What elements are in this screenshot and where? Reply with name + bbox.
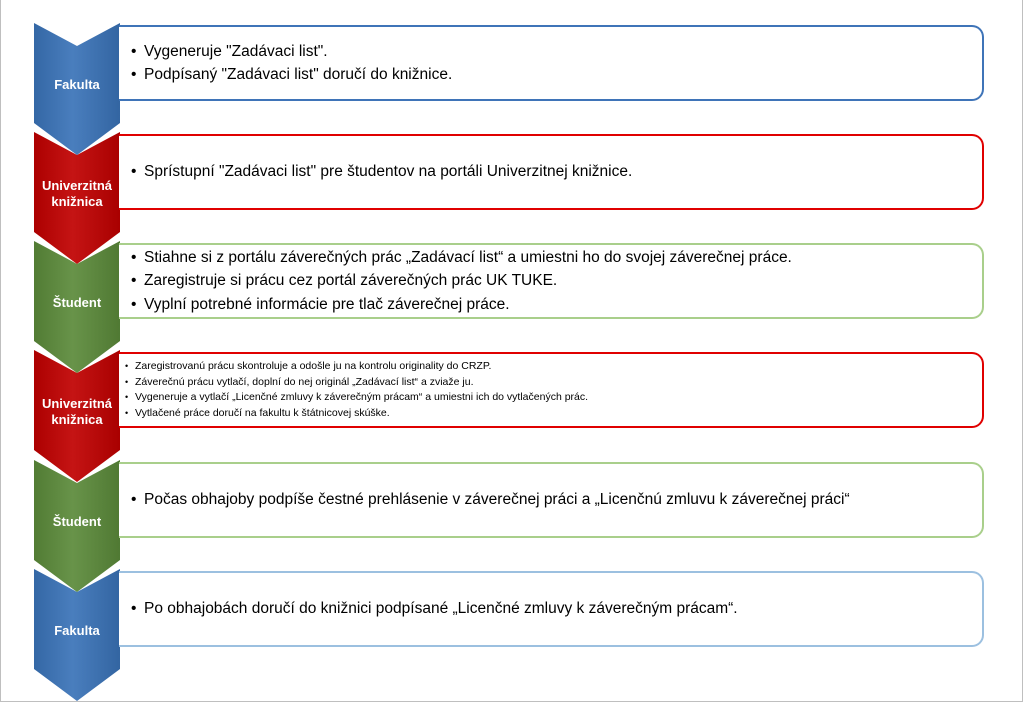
actor-label: Študent: [52, 295, 102, 310]
step-description-box: [119, 134, 984, 210]
step-bullet: • Stiahne si z portálu záverečných prác „Zadávací list“ a umiestni ho do svojej záverečnej práce.: [131, 246, 792, 270]
step-bullet: • Po obhajobách doručí do knižnici podpísané „Licenčné zmluvy k záverečným prácam“.: [131, 597, 738, 621]
step-description-box: [119, 571, 984, 647]
step-bullet: • Zaregistruje si prácu cez portál záverečných prác UK TUKE.: [131, 269, 792, 293]
step-bullet: • Vygeneruje a vytlačí „Licenčné zmluvy k záverečným prácam“ a umiestni ich do vytlačených prác.: [125, 390, 588, 406]
step-bullet: • Vytlačené práce doručí na fakultu k štátnicovej skúške.: [125, 406, 588, 422]
actor-label: Univerzitná knižnica: [41, 178, 113, 209]
step-description-box: [119, 462, 984, 538]
step-bullet: • Sprístupní "Zadávaci list" pre študentov na portáli Univerzitnej knižnice.: [131, 160, 632, 184]
actor-label: Fakulta: [54, 623, 100, 638]
step-description-box: [119, 352, 984, 428]
step-bullet: • Podpísaný "Zadávaci list" doručí do knižnice.: [131, 63, 452, 87]
step-description-box: [119, 25, 984, 101]
step-bullet: • Vyplní potrebné informácie pre tlač záverečnej práce.: [131, 293, 792, 317]
step-bullet: • Vygeneruje "Zadávaci list".: [131, 40, 452, 64]
step-description-box: [119, 243, 984, 319]
process-step-fakulta: [0, 569, 1023, 701]
step-bullet: • Zaregistrovanú prácu skontroluje a odošle ju na kontrolu originality do CRZP.: [125, 359, 588, 375]
actor-label: Študent: [52, 514, 102, 529]
step-bullet: • Záverečnú prácu vytlačí, doplní do nej originál „Zadávací list“ a zviaže ju.: [125, 375, 588, 391]
actor-label: Univerzitná knižnica: [41, 396, 113, 427]
step-bullet: • Počas obhajoby podpíše čestné prehlásenie v záverečnej práci a „Licenčnú zmluvu k záverečnej práci“: [131, 488, 850, 512]
actor-label: Fakulta: [54, 77, 100, 92]
